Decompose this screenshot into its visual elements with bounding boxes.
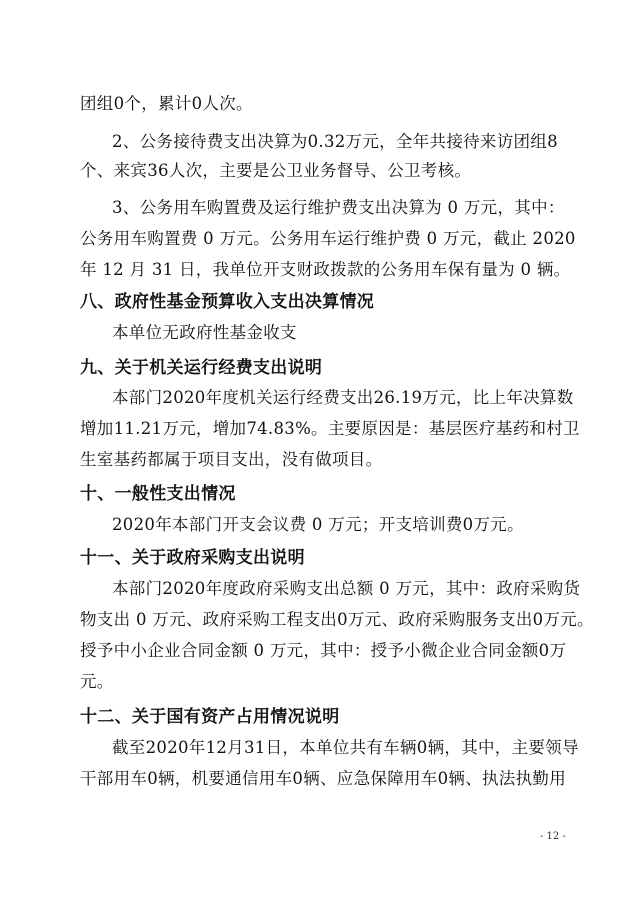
paragraph-line: 增加11.21万元，增加74.83%。主要原因是：基层医疗基药和村卫: [80, 419, 580, 438]
section-heading: 十一、关于政府采购支出说明: [80, 548, 305, 568]
section-heading: 八、政府性基金预算收入支出决算情况: [80, 292, 375, 312]
section-heading: 九、关于机关运行经费支出说明: [80, 358, 323, 378]
section-heading: 十二、关于国有资产占用情况说明: [80, 707, 340, 727]
paragraph-line: 2020年本部门开支会议费 0 万元；开支培训费0万元。: [112, 515, 524, 534]
section-heading: 十、一般性支出情况: [80, 484, 236, 504]
paragraph-line: 元。: [80, 672, 114, 691]
paragraph-line: 生室基药都属于项目支出，没有做项目。: [80, 450, 383, 469]
page-number: - 12 -: [540, 831, 566, 842]
paragraph-line: 年 12 月 31 日，我单位开支财政拨款的公务用车保有量为 0 辆。: [80, 260, 571, 279]
paragraph-line: 个、来宾36人次，主要是公卫业务督导、公卫考核。: [80, 161, 472, 180]
paragraph-line: 2、公务接待费支出决算为0.32万元，全年共接待来访团组8: [112, 132, 558, 151]
paragraph-line: 3、公务用车购置费及运行维护费支出决算为 0 万元，其中：: [112, 198, 565, 217]
paragraph-line: 干部用车0辆，机要通信用车0辆、应急保障用车0辆、执法执勤用: [80, 769, 566, 788]
paragraph-line: 截至2020年12月31日，本单位共有车辆0辆，其中，主要领导: [112, 738, 579, 757]
paragraph-line: 本部门2020年度政府采购支出总额 0 万元，其中：政府采购货: [112, 579, 581, 598]
paragraph-line: 团组0个，累计0人次。: [80, 94, 253, 113]
paragraph-line: 物支出 0 万元、政府采购工程支出0万元、政府采购服务支出0万元。: [80, 610, 594, 629]
paragraph-line: 授予中小企业合同金额 0 万元，其中：授予小微企业合同金额0万: [80, 641, 567, 660]
paragraph-line: 公务用车购置费 0 万元。公务用车运行维护费 0 万元，截止 2020: [80, 229, 576, 248]
paragraph-line: 本部门2020年度机关运行经费支出26.19万元，比上年决算数: [112, 388, 574, 407]
paragraph-line: 本单位无政府性基金收支: [112, 323, 297, 342]
